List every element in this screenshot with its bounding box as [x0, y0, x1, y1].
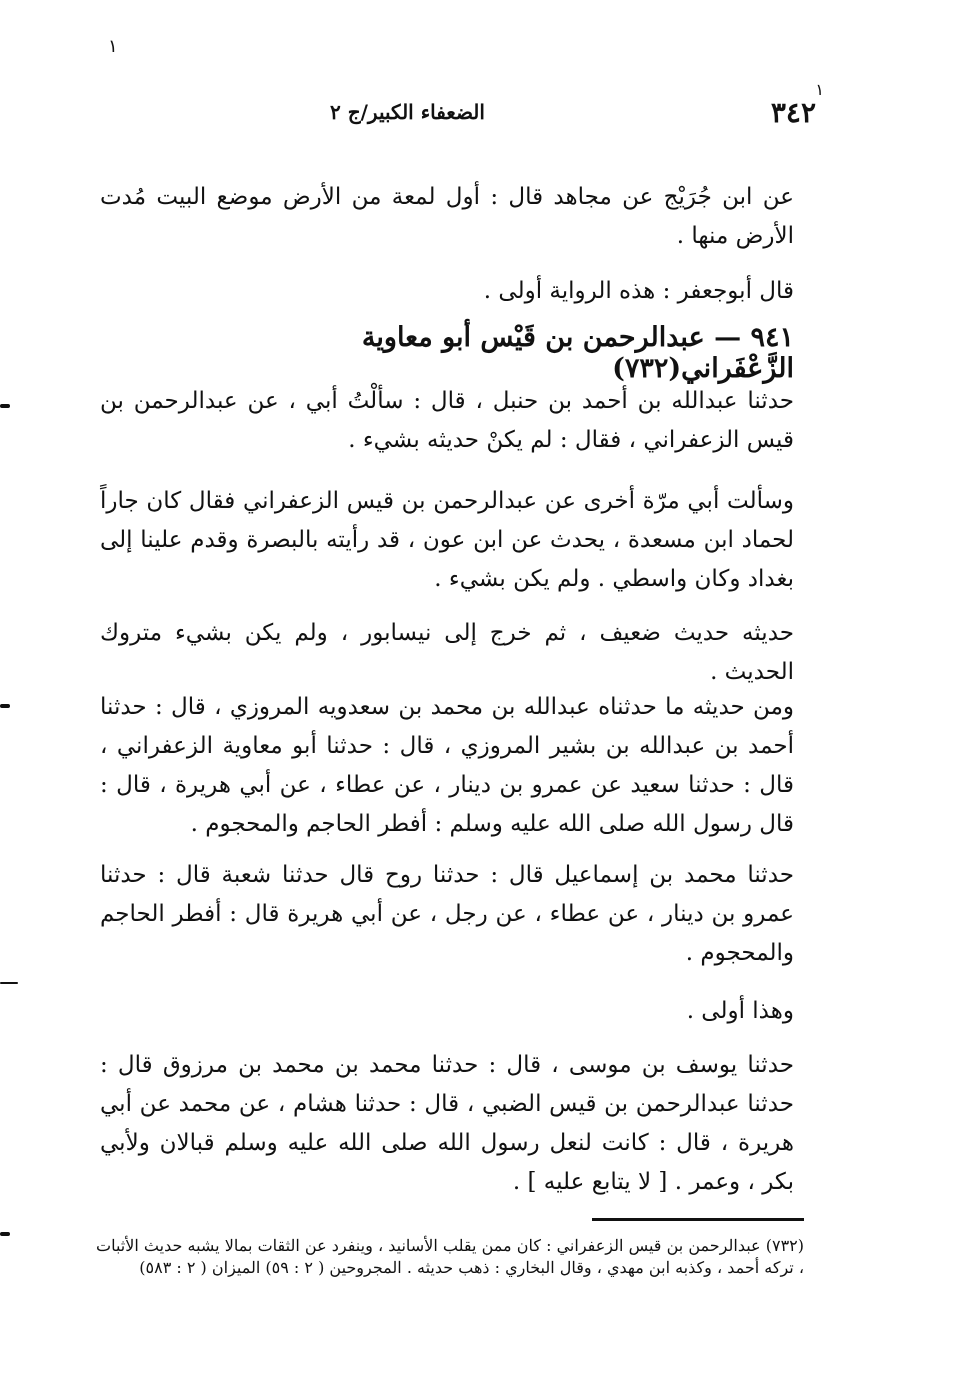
page-tick-mark: ١ [815, 80, 824, 99]
paragraph-9: حدثنا يوسف بن موسى ، قال : حدثنا محمد بن محمد بن مرزوق قال : حدثنا عبدالرحمن بن قيس الضبي ، قال : حدثنا هشام ، عن محمد عن أبي هريرة ، قال : كانت لنعل رسول الله صلى الله عليه وسلم قبالان ولأبي بكر ، وعمر . [ لا يتابع عليه ] . [100, 1052, 794, 1195]
entry-heading: ٩٤١ — عبدالرحمن بن قَيْس أبو معاوية الزَّعْفَراني(٧٣٢) [361, 322, 794, 384]
running-header: الضعفاء الكبير/ج ٢ [330, 100, 485, 124]
paragraph-8: وهذا أولى . [686, 998, 794, 1024]
margin-mark [0, 1232, 10, 1236]
paragraph-7: حدثنا محمد بن إسماعيل قال : حدثنا روح قال حدثنا شعبة قال : حدثنا عمرو بن دينار ، عن عطاء ، عن رجل ، عن أبي هريرة قال : أفطر الحاجم والمحجوم . [100, 862, 794, 966]
paragraph-1: عن ابن جُرَيْج عن مجاهد قال : أول لمعة من الأرض موضع البيت مُدت الأرض منها . [100, 184, 794, 249]
margin-mark [0, 404, 10, 408]
margin-mark [0, 982, 18, 984]
paragraph-3: حدثنا عبدالله بن أحمد بن حنبل ، قال : سألْتُ أبي ، عن عبدالرحمن بن قيس الزعفراني ، فقال : لم يكنْ حديثه بشيء . [100, 388, 794, 453]
paragraph-6: ومن حديثه ما حدثناه عبدالله بن محمد بن سعدويه المروزي ، قال : حدثنا أحمد بن عبدالله بن بشير المروزي ، قال : حدثنا أبو معاوية الزعفراني ، قال : حدثنا سعيد عن عمرو بن دينار ، عن عطاء ، عن أبي هريرة ، قال : قال رسول الله صلى الله عليه وسلم : أفطر الحاجم والمحجوم . [100, 694, 794, 837]
paragraph-2: قال أبوجعفر : هذه الرواية أولى . [483, 278, 794, 304]
paragraph-5: حديثه حديث ضعيف ، ثم خرج إلى نيسابور ، ولم يكن بشيء متروك الحديث . [100, 620, 794, 685]
paragraph-4: وسألت أبي مرّة أخرى عن عبدالرحمن بن قيس الزعفراني فقال كان جاراً لحماد ابن مسعدة ، يحدث عن ابن عون ، قد رأيته بالبصرة وقدم علينا إلى بغداد وكان واسطي . ولم يكن بشيء . [100, 488, 794, 592]
margin-mark [0, 704, 10, 708]
page-number: ٣٤٢ [770, 96, 816, 129]
footnote: (٧٣٢) عبدالرحمن بن قيس الزعفراني : كان ممن يقلب الأسانيد ، وينفرد عن الثقات بمالا يشبه حديث الأثبات ، تركه أحمد ، وكذبه ابن مهدي ، وقال البخاري : ذهب حديثه . المجروحين ( ٢ : ٥٩) الميزان ( ٢ : ٥٨٣) [96, 1236, 804, 1277]
footnote-rule [592, 1218, 804, 1221]
corner-mark: ١ [108, 36, 118, 57]
